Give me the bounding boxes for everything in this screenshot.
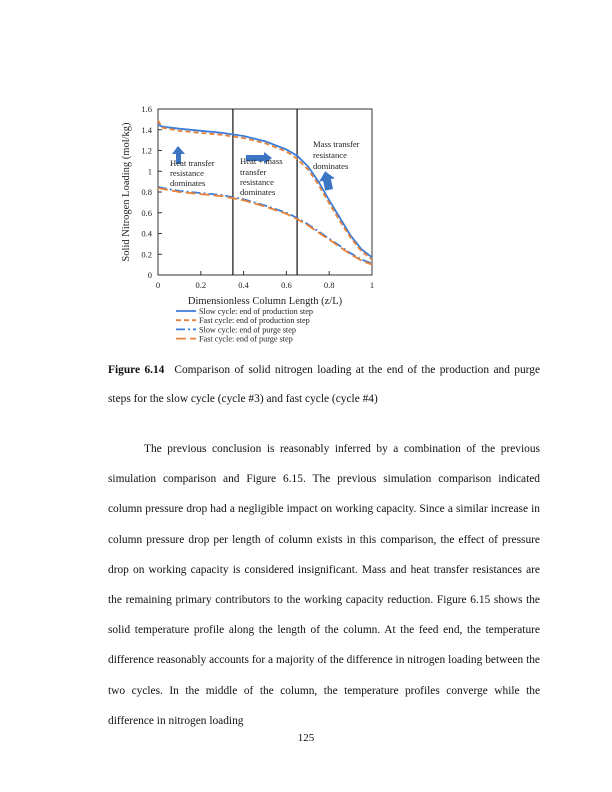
y-tick-label: 0.2	[141, 249, 152, 260]
annotation-heat-mass: Heat + mass transfer resistance dominates	[240, 156, 283, 197]
x-tick-label: 0.4	[238, 280, 249, 290]
y-tick-label: 1.6	[141, 104, 152, 114]
y-tick-label: 0.6	[141, 207, 152, 218]
caption-text: Comparison of solid nitrogen loading at the end of the production and purge steps for the slow cycle (cycle #3) and fast cycle (cycle #4)	[108, 364, 541, 405]
figure-caption	[108, 356, 540, 414]
x-axis-label: Dimensionless Column Length (z/L)	[187, 296, 343, 307]
legend	[176, 307, 313, 344]
legend-label: Fast cycle: end of production step	[199, 316, 310, 326]
legend-label: Slow cycle: end of production step	[199, 307, 313, 316]
y-tick-label: 0	[147, 270, 152, 280]
x-tick-label: 0.8	[323, 280, 335, 290]
y-tick-label: 1.4	[141, 124, 152, 135]
x-tick-label: 0	[155, 280, 161, 290]
annotation-heat: Heat transfer resistance dominates	[170, 158, 215, 188]
y-axis-label: Solid Nitrogen Loading (mol/kg)	[121, 122, 132, 262]
page-number: 125	[297, 732, 315, 744]
x-tick-label: 1	[369, 280, 375, 290]
annotation-mass: Mass transfer resistance dominates	[313, 139, 360, 171]
y-tick-label: 1.2	[141, 145, 152, 156]
y-tick-label: 0.8	[141, 187, 152, 197]
y-tick-label: 0.4	[141, 228, 152, 239]
y-tick-label: 1	[147, 166, 152, 177]
x-tick-label: 0.2	[195, 280, 207, 290]
legend-label: Slow cycle: end of purge step	[199, 325, 296, 335]
legend-label: Fast cycle: end of purge step	[199, 334, 293, 344]
body-paragraph-text: The previous conclusion is reasonably inferred by a combination of the previous simulation comparison and Figure 6.15. The previous simulation comparison indicated column pressure drop had a negligible impact on working capacity. Since a similar increase in column pressure drop per length of column exists in this comparison, the effect of pressure drop on working capacity is considered insignificant. Mass and heat transfer resistances are the remaining primary contributors to the working capacity reduction. Figure 6.15 shows the solid temperature profile along the length of the column. At the feed end, the temperature difference reasonably accounts for a majority of the difference in nitrogen loading between the two cycles. In the middle of the column, the temperature profiles converge while the difference in nitrogen loading	[108, 443, 540, 727]
x-tick-label: 0.6	[281, 280, 292, 290]
caption-label: Figure 6.14	[108, 364, 165, 376]
figure-6-14-chart	[0, 0, 612, 350]
body-paragraph	[108, 434, 540, 736]
